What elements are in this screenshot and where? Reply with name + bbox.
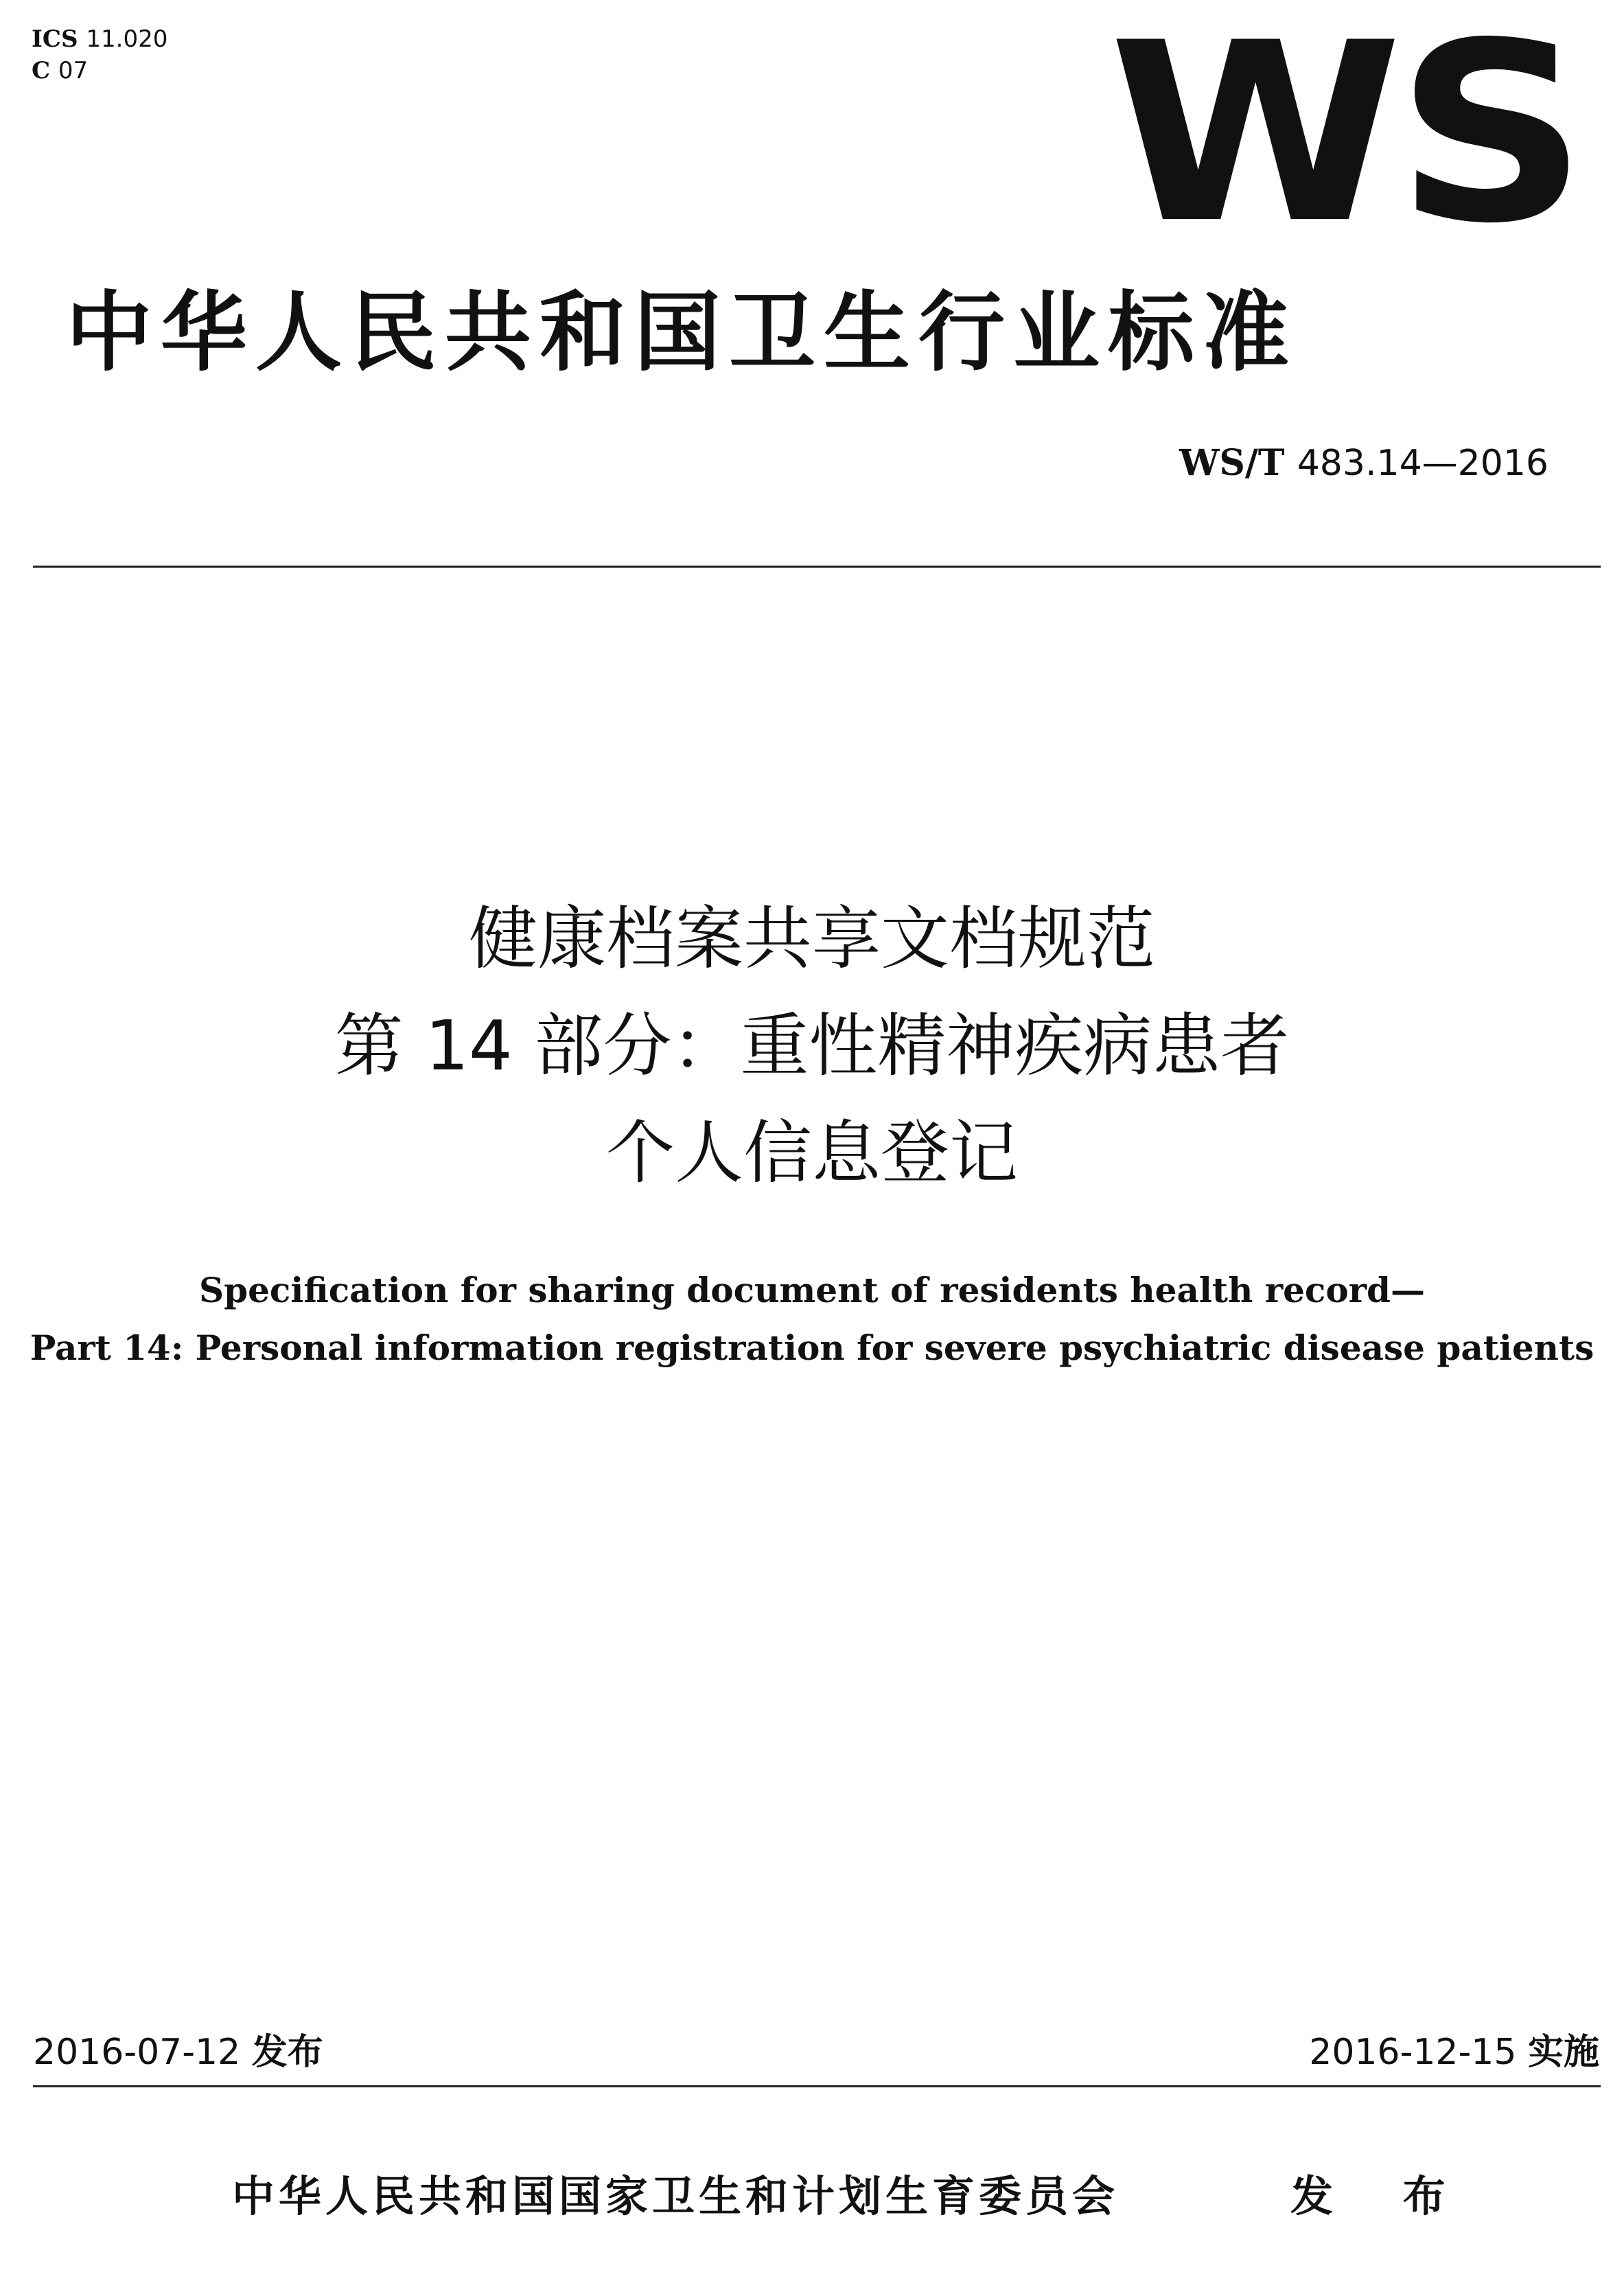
ics-line [32,23,167,55]
bottom-divider [33,2085,1601,2087]
chinese-title-line-1: 健康档案共享文档规范 [469,898,1155,979]
english-title-line-1: Specification for sharing document of residents health record— [199,1270,1425,1310]
standard-category: 中华人民共和国卫生行业标准 [66,282,1297,383]
ccs-label: C [32,57,51,84]
chinese-title-line-3: 个人信息登记 [606,1113,1018,1193]
top-divider [33,566,1601,568]
english-title-line-2: Part 14: Personal information registration for severe psychiatric disease patients [30,1327,1594,1368]
ics-code: 11.020 [86,25,168,53]
english-title [0,1262,1624,1377]
ccs-code: 07 [58,57,89,84]
implement-date [1309,2028,1599,2076]
issue-date [33,2028,323,2076]
issuer-action: 发 布 [1290,2171,1473,2221]
standard-code-prefix: WS/T [1179,442,1285,484]
issue-date-value: 2016-07-12 [33,2032,241,2073]
chinese-title [0,885,1624,1207]
ccs-line [32,55,167,86]
standard-code [1179,439,1548,487]
issue-date-label: 发布 [251,2032,323,2073]
chinese-title-line-2: 第 14 部分：重性精神疾病患者 [334,1006,1290,1086]
implement-date-label: 实施 [1527,2032,1599,2073]
issuer-name: 中华人民共和国国家卫生和计划生育委员会 [232,2171,1120,2221]
implement-date-value: 2016-12-15 [1309,2032,1517,2073]
classification-codes [32,23,167,86]
ws-logo: WS [1109,0,1581,277]
standard-code-number: 483.14—2016 [1297,443,1548,484]
ics-label: ICS [32,25,78,53]
